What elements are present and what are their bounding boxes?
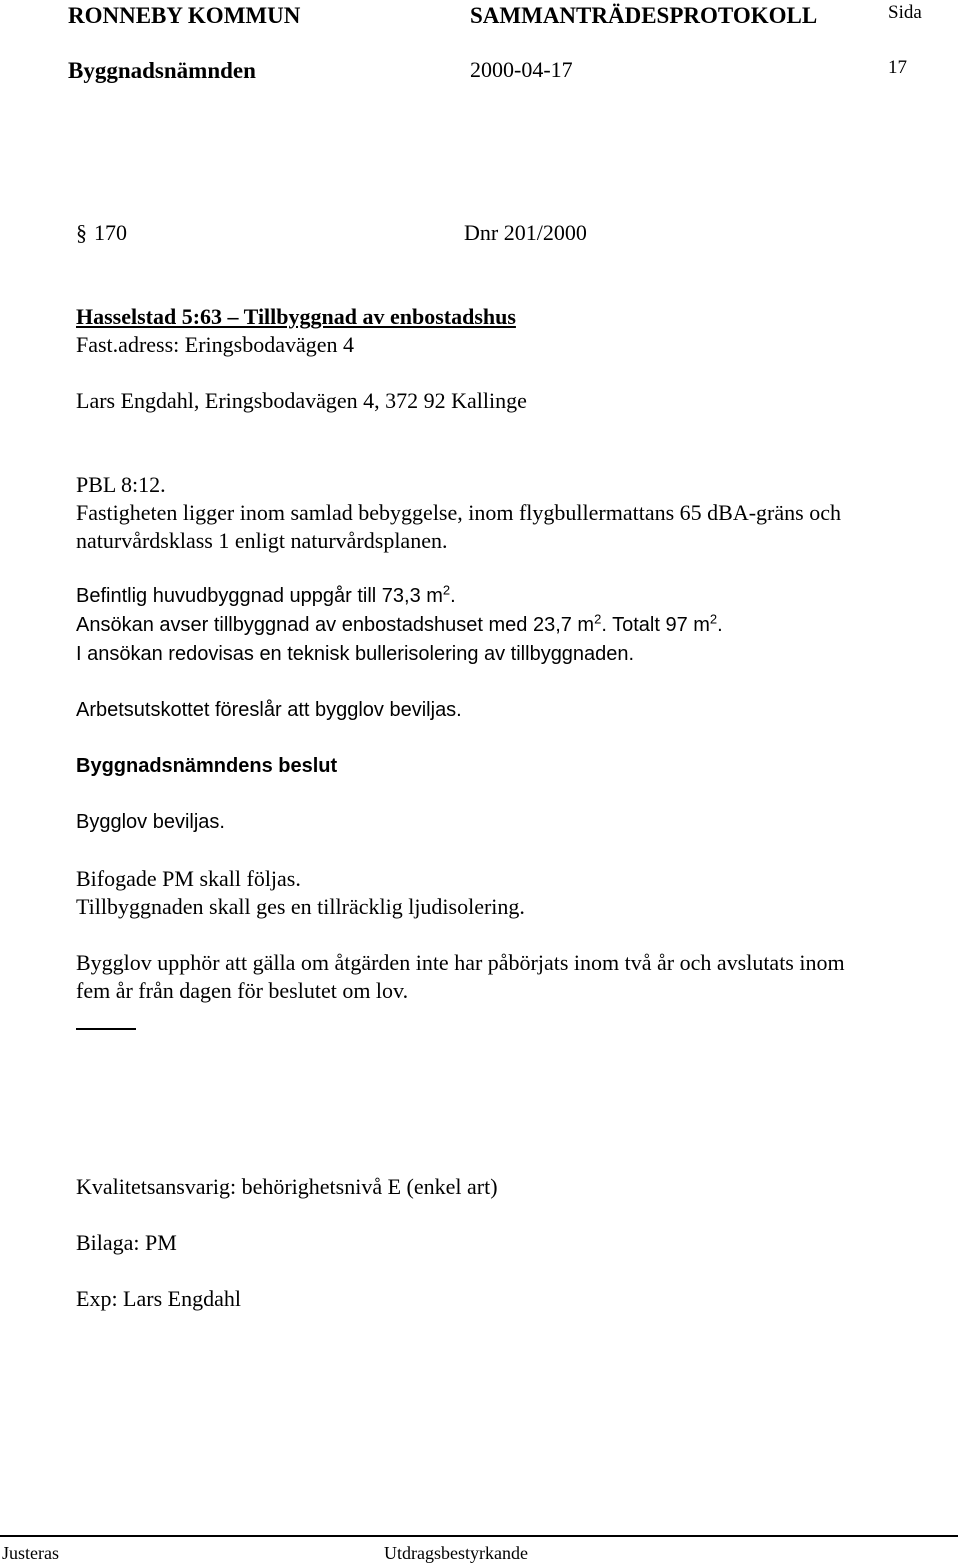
total-area-end: . xyxy=(717,614,723,636)
description-line-1: Fastigheten ligger inom samlad bebyggelse, inom flygbullermattans 65 dBA-gräns och xyxy=(76,500,841,525)
footer-utdragsbestyrkande: Utdragsbestyrkande xyxy=(384,1543,528,1563)
diary-number: Dnr 201/2000 xyxy=(464,220,587,245)
application-area-text: Ansökan avser tillbyggnad av enbostadshuset med 23,7 m xyxy=(76,614,595,636)
page-label: Sida xyxy=(888,2,922,23)
case-title: Hasselstad 5:63 – Tillbyggnad av enbostadshus xyxy=(76,304,516,329)
quality-responsible: Kvalitetsansvarig: behörighetsnivå E (enkel art) xyxy=(76,1174,498,1199)
section-number: 170 xyxy=(94,220,127,245)
existing-area-line xyxy=(76,582,456,607)
total-area-sup: 2 xyxy=(709,611,718,627)
sound-insulation: Tillbyggnaden skall ges en tillräcklig ljudisolering. xyxy=(76,894,525,919)
existing-area-end: . xyxy=(450,585,456,607)
applicant-line: Lars Engdahl, Eringsbodavägen 4, 372 92 Kallinge xyxy=(76,388,527,413)
application-area-sup: 2 xyxy=(594,611,602,627)
validity-line-1: Bygglov upphör att gälla om åtgärden inte har påbörjats inom två år och avslutats inom xyxy=(76,950,845,975)
total-area-text: . Totalt 97 m xyxy=(601,614,710,636)
description-line-2: naturvårdsklass 1 enligt naturvårdsplanen. xyxy=(76,528,448,553)
existing-area-text: Befintlig huvudbyggnad uppgår till 73,3 m xyxy=(76,585,443,607)
section-symbol: § xyxy=(76,220,87,245)
committee-proposal: Arbetsutskottet föreslår att bygglov beviljas. xyxy=(76,699,462,721)
pm-follow: Bifogade PM skall följas. xyxy=(76,866,301,891)
expedition-line: Exp: Lars Engdahl xyxy=(76,1286,241,1311)
decision-heading: Byggnadsnämndens beslut xyxy=(76,755,338,777)
attachment-line: Bilaga: PM xyxy=(76,1230,177,1255)
property-address: Fast.adress: Eringsbodavägen 4 xyxy=(76,332,354,357)
existing-area-sup: 2 xyxy=(442,582,451,598)
municipality-name: RONNEBY KOMMUN xyxy=(68,3,301,28)
meeting-date: 2000-04-17 xyxy=(470,57,573,82)
footer-justeras: Justeras xyxy=(2,1543,59,1563)
committee-name: Byggnadsnämnden xyxy=(68,58,256,83)
insulation-note: I ansökan redovisas en teknisk bullerisolering av tillbyggnaden. xyxy=(76,643,635,665)
pbl-reference: PBL 8:12. xyxy=(76,472,166,497)
footer-rule xyxy=(0,1535,958,1537)
end-of-decision-rule xyxy=(76,1028,136,1030)
permit-granted: Bygglov beviljas. xyxy=(76,811,225,833)
page-number: 17 xyxy=(888,57,907,78)
protocol-title: SAMMANTRÄDESPROTOKOLL xyxy=(470,3,818,28)
validity-line-2: fem år från dagen för beslutet om lov. xyxy=(76,978,409,1003)
application-area-line xyxy=(76,611,723,636)
